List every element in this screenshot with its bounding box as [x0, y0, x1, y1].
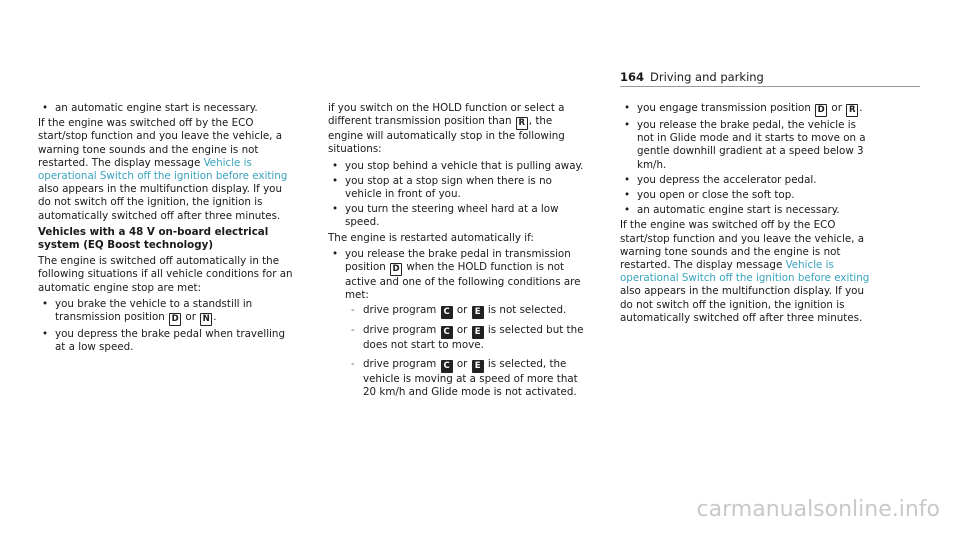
transmission-d-icon: D: [815, 104, 827, 117]
column-1: [38, 102, 293, 356]
list-item: • you open or close the soft top.: [624, 189, 795, 202]
header-rule: [620, 86, 920, 87]
watermark: carmanualsonline.info: [696, 497, 940, 522]
list-item: • you stop behind a vehicle that is pulling away.: [332, 159, 584, 172]
paragraph: if you switch on the HOLD function or select a different transmission position than R , the engine will automatically stop in the following situations:: [328, 102, 565, 156]
paragraph: If the engine was switched off by the ECO start/stop function and you leave the vehicle, a warning tone sounds and the engine is not restarted. The display message Vehicle is operational Switch off the ignition before exiting also appears in the multifunction display. If you do not switch off the ignition, the ignition is automatically switched off after three minutes.: [38, 117, 288, 222]
drive-program-e-icon: E: [472, 360, 484, 373]
drive-program-c-icon: C: [441, 326, 453, 339]
display-message: Vehicle is operational Switch off the ignition before exiting: [620, 259, 870, 285]
list-item: • you stop at a stop sign when there is no vehicle in front of you.: [332, 174, 552, 201]
paragraph: The engine is restarted automatically if:: [328, 231, 534, 244]
drive-program-c-icon: C: [441, 360, 453, 373]
sub-list-item: - drive program C or E is not selected.: [351, 304, 567, 318]
transmission-r-icon: R: [516, 117, 528, 130]
drive-program-e-icon: E: [472, 326, 484, 339]
transmission-r-icon: R: [846, 104, 858, 117]
list-item: • an automatic engine start is necessary.: [624, 204, 840, 217]
sub-list-item: - drive program C or E is selected, the vehicle is moving at a speed of more that 20 km/h and Glide mode is not activated.: [351, 357, 578, 398]
transmission-n-icon: N: [200, 313, 212, 326]
list-item: • you depress the brake pedal when travelling at a low speed.: [42, 328, 285, 354]
sub-list-item: - drive program C or E is selected but the does not start to move.: [351, 324, 584, 352]
drive-program-c-icon: C: [441, 306, 453, 319]
page-number: 164: [620, 70, 645, 84]
list-item: • an automatic engine start is necessary.: [42, 102, 258, 114]
list-item: • you turn the steering wheel hard at a low speed.: [332, 203, 559, 229]
list-item: • you depress the accelerator pedal.: [624, 173, 817, 186]
paragraph: The engine is switched off automatically in the following situations if all vehicle conditions for an automatic engine stop are met:: [38, 255, 293, 294]
list-item: • you brake the vehicle to a standstill in transmission position D or N .: [42, 297, 253, 325]
drive-program-e-icon: E: [472, 306, 484, 319]
column-3: [620, 102, 875, 328]
paragraph: If the engine was switched off by the ECO start/stop function and you leave the vehicle, a warning tone sounds and the engine is not restarted. The display message Vehicle is operational Switch off the ignition before exiting also appears in the multifunction display. If you do not switch off the ignition, the ignition is automatically switched off after three minutes.: [620, 219, 870, 324]
page-header: [620, 70, 764, 84]
list-item: • you engage transmission position D or R .: [624, 102, 863, 115]
transmission-d-icon: D: [169, 313, 181, 326]
section-title: Driving and parking: [650, 70, 764, 84]
display-message: Vehicle is operational Switch off the ignition before exiting: [38, 156, 288, 183]
section-heading: Vehicles with a 48 V on-board electrical system (EQ Boost technology): [38, 225, 269, 252]
list-item: • you release the brake pedal in transmission position D when the HOLD function is not active and one of the following conditions are met: - drive program C or E is not selected. - drive program C or E is selected but the does not start to move. - drive program C or E is selected, the vehicle is moving at a speed of more that 20 km/h and Glide mode is not activated.: [328, 248, 590, 399]
list-item: • you release the brake pedal, the vehicle is not in Glide mode and it starts to move on a gentle downhill gradient at a speed below 3 km/h.: [624, 119, 866, 171]
column-2: [328, 102, 590, 404]
transmission-d-icon: D: [390, 263, 402, 276]
